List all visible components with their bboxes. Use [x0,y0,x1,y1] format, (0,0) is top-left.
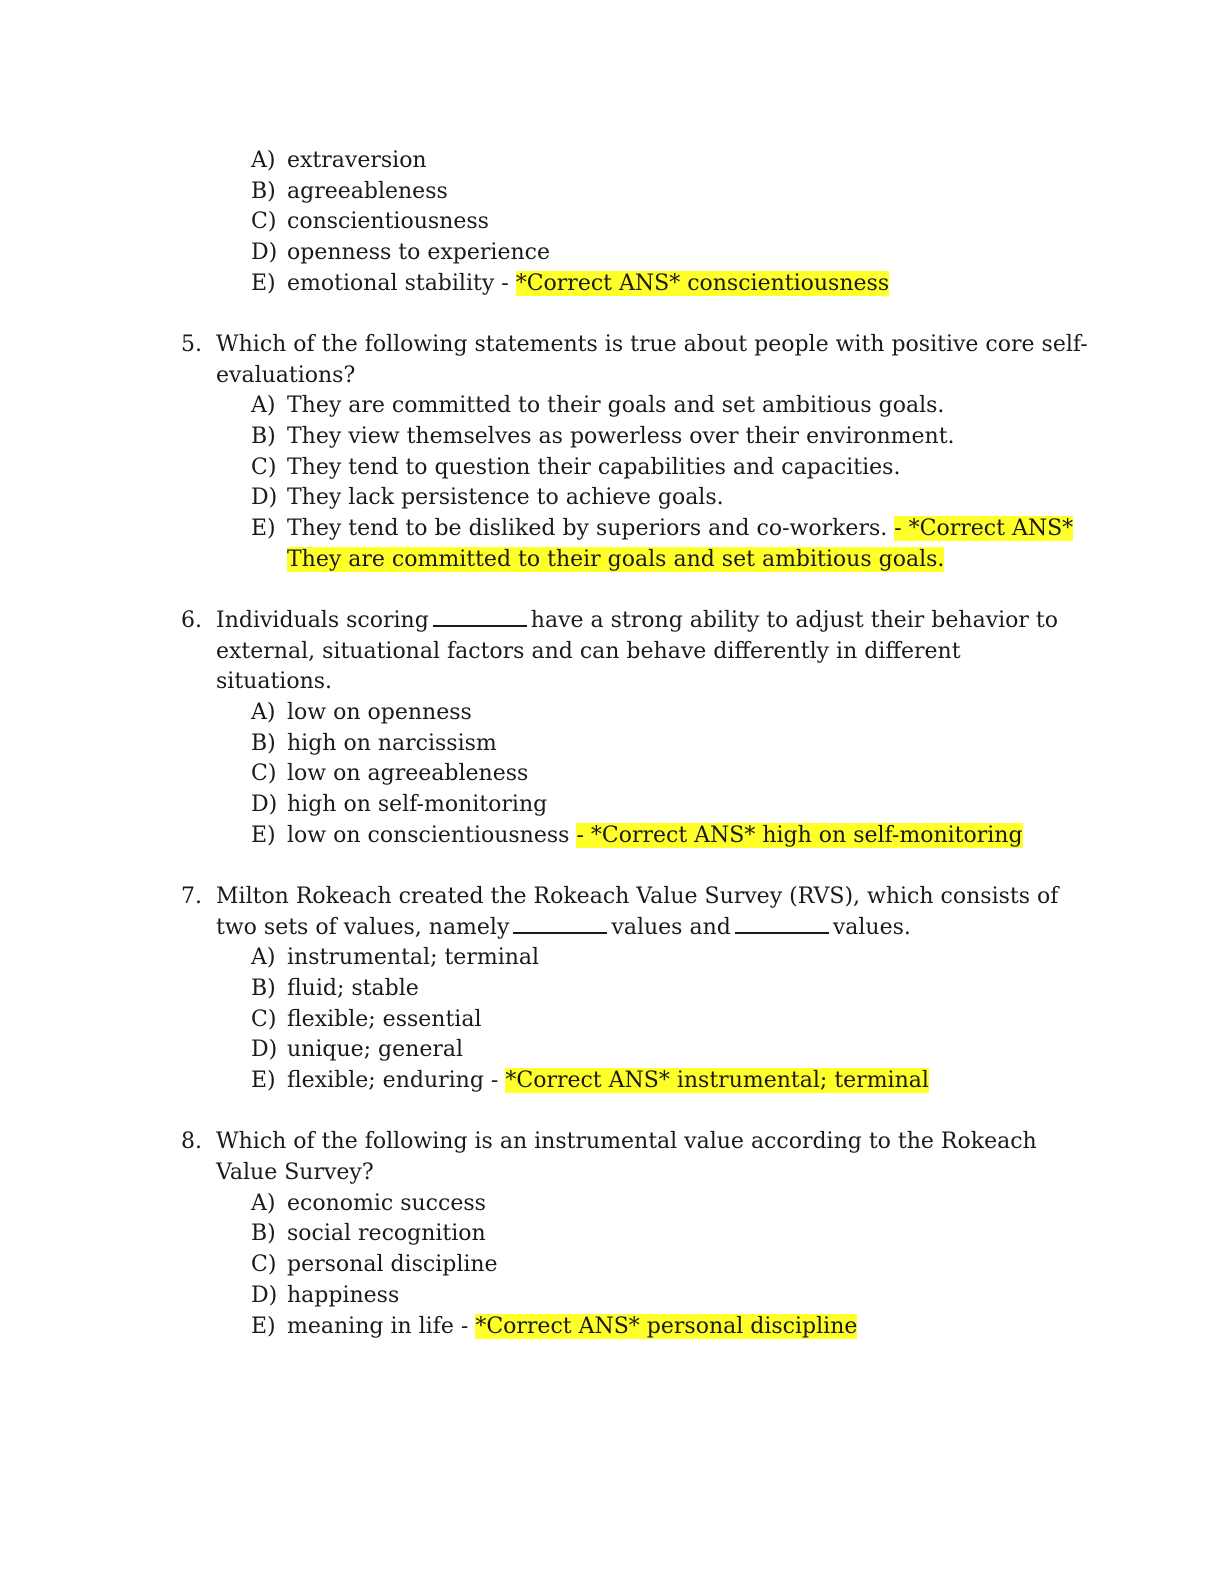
option-text: meaning in life - [287,1314,469,1339]
q6-correct-answer: - *Correct ANS* high on self-monitoring [576,823,1023,848]
q4-option-c [251,207,489,237]
q6-stem-part2: have a strong ability to adjust their behavior to [530,608,1059,633]
q6-option-c [251,759,528,789]
option-text: They tend to be disliked by superiors and co-workers. [287,516,888,541]
option-text: instrumental; terminal [287,945,540,970]
option-text: agreeableness [287,179,448,204]
q5-answer-line2 [287,545,944,575]
option-letter: D) [251,792,278,817]
option-letter: E) [251,823,276,848]
q8-option-b [251,1219,486,1249]
q8-number: 8. [181,1129,202,1154]
option-text: They are committed to their goals and set ambitious goals. [287,393,945,418]
option-letter: C) [251,1252,277,1277]
option-text: low on conscientiousness [287,823,570,848]
q6-number: 6. [181,608,202,633]
option-text: economic success [287,1191,486,1216]
option-letter: B) [251,424,276,449]
q4-option-d [251,238,550,268]
q6-option-d [251,790,547,820]
fill-in-blank [433,607,527,627]
q7-stem-part2: values and [611,915,731,940]
option-letter: A) [251,148,276,173]
q5-correct-answer: They are committed to their goals and set ambitious goals. [287,547,945,572]
option-letter: D) [251,1283,278,1308]
option-text: fluid; stable [287,976,419,1001]
option-text: happiness [287,1283,400,1308]
q6-option-a [251,698,472,728]
q7-option-d [251,1035,463,1065]
option-text: social recognition [287,1221,486,1246]
q7-stem-line2 [216,913,911,943]
option-letter: B) [251,1221,276,1246]
option-letter: E) [251,271,276,296]
option-letter: E) [251,1314,276,1339]
option-text: conscientiousness [287,209,489,234]
q4-option-a [251,146,427,176]
q8-option-a [251,1189,486,1219]
option-text: openness to experience [287,240,550,265]
q6-stem-line1 [216,606,1058,636]
q7-option-a [251,943,539,973]
fill-in-blank [513,914,607,934]
q7-option-e [251,1066,929,1096]
option-letter: C) [251,1007,277,1032]
q5-option-c [251,453,900,483]
q6-stem-line3: situations. [216,669,333,694]
q7-option-b [251,974,419,1004]
q7-stem-part1: two sets of values, namely [216,915,510,940]
q4-correct-answer: *Correct ANS* conscientiousness [515,271,890,296]
option-letter: E) [251,516,276,541]
q5-number: 5. [181,332,202,357]
option-text: extraversion [287,148,427,173]
q4-option-e [251,269,889,299]
option-text: low on openness [287,700,472,725]
q8-stem-line2: Value Survey? [216,1160,374,1185]
q6-option-e [251,821,1023,851]
option-letter: D) [251,1037,278,1062]
fill-in-blank [735,914,829,934]
option-letter: A) [251,700,276,725]
option-letter: C) [251,761,277,786]
q7-stem-line1: Milton Rokeach created the Rokeach Value Survey (RVS), which consists of [216,884,1059,909]
option-text: low on agreeableness [287,761,529,786]
q7-number: 7. [181,884,202,909]
option-text: emotional stability - [287,271,509,296]
option-letter: C) [251,455,277,480]
q5-option-e [251,514,1073,544]
q8-option-c [251,1250,498,1280]
option-text: They lack persistence to achieve goals. [287,485,724,510]
option-letter: C) [251,209,277,234]
q5-option-d [251,483,724,513]
q5-option-a [251,391,944,421]
q7-correct-answer: *Correct ANS* instrumental; terminal [505,1068,929,1093]
option-letter: B) [251,179,276,204]
q7-option-c [251,1005,482,1035]
q8-option-e [251,1312,857,1342]
option-letter: D) [251,240,278,265]
option-text: flexible; enduring - [287,1068,499,1093]
q8-stem-line1: Which of the following is an instrumental value according to the Rokeach [216,1129,1037,1154]
q5-correct-answer-label: - *Correct ANS* [894,516,1074,541]
option-letter: D) [251,485,278,510]
option-letter: B) [251,731,276,756]
q6-stem-line2: external, situational factors and can behave differently in different [216,639,961,664]
option-text: high on narcissism [287,731,497,756]
q5-stem-line1: Which of the following statements is true about people with positive core self- [216,332,1088,357]
option-text: They view themselves as powerless over their environment. [287,424,955,449]
q7-stem-part3: values. [832,915,911,940]
option-text: personal discipline [287,1252,498,1277]
option-text: unique; general [287,1037,464,1062]
q8-option-d [251,1281,399,1311]
q5-stem-line2: evaluations? [216,363,356,388]
option-text: high on self-monitoring [287,792,548,817]
option-text: They tend to question their capabilities and capacities. [287,455,901,480]
option-letter: A) [251,1191,276,1216]
option-letter: B) [251,976,276,1001]
option-letter: E) [251,1068,276,1093]
q6-option-b [251,729,497,759]
q8-correct-answer: *Correct ANS* personal discipline [475,1314,858,1339]
option-text: flexible; essential [287,1007,482,1032]
option-letter: A) [251,945,276,970]
q6-stem-part1: Individuals scoring [216,608,429,633]
q4-option-b [251,177,448,207]
option-letter: A) [251,393,276,418]
q5-option-b [251,422,955,452]
